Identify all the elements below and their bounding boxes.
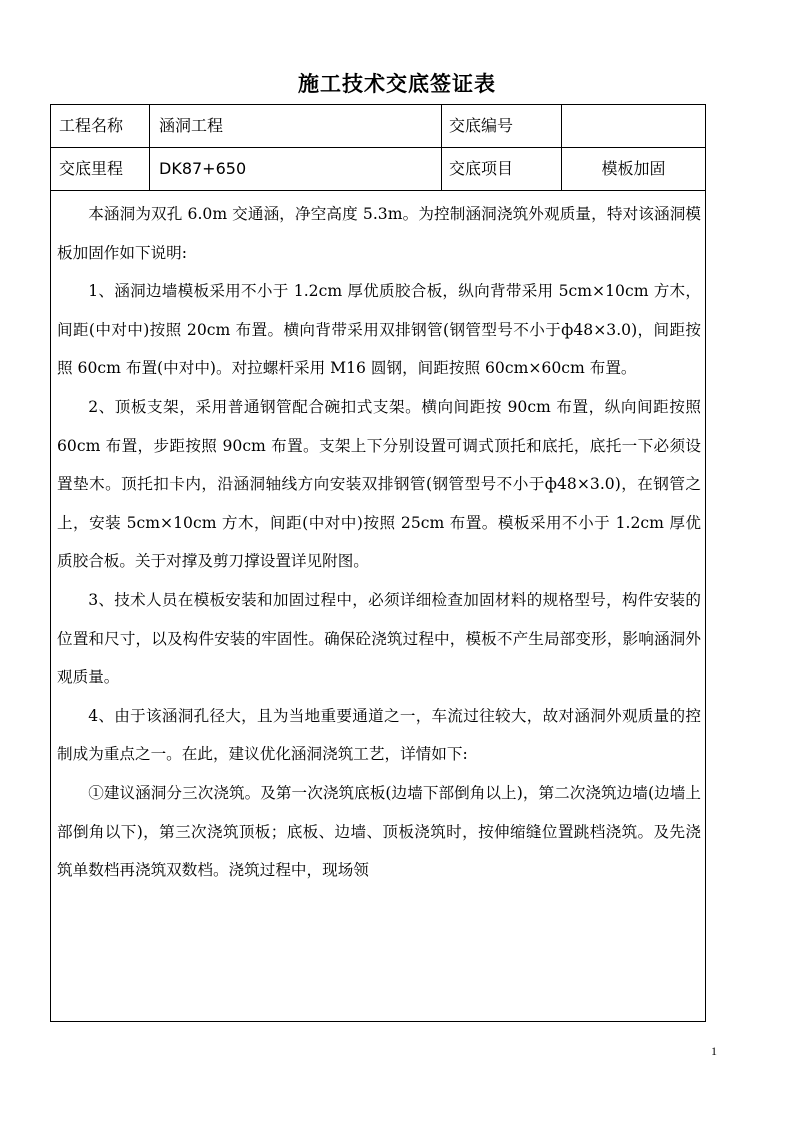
project-name-label: 工程名称 <box>59 116 124 135</box>
col-divider-2 <box>441 105 442 191</box>
disclosure-content <box>57 195 701 890</box>
mileage-label: 交底里程 <box>59 159 124 178</box>
paragraph-2: 2、顶板支架，采用普通钢管配合碗扣式支架。横向间距按 90cm 布置，纵向间距按照 60cm 布置，步距按照 90cm 布置。支架上下分别设置可调式顶托和底托，底托一下必须设置垫木。顶托扣卡内，沿涵洞轴线方向安装双排钢管(钢管型号不小于ф48×3.0)，在钢管之上，安装 5cm×10cm 方木，间距(中对中)按照 25cm 布置。模板采用不小于 1.2cm 厚优质胶合板。关于对撑及剪刀撑设置详见附图。 <box>57 397 701 571</box>
col-divider-1 <box>149 105 150 191</box>
item-value: 模板加固 <box>601 159 666 178</box>
page-title: 施工技术交底签证表 <box>298 72 496 96</box>
paragraph-1: 1、涵洞边墙模板采用不小于 1.2cm 厚优质胶合板，纵向背带采用 5cm×10cm 方木，间距(中对中)按照 20cm 布置。横向背带采用双排钢管(钢管型号不小于ф48×3.0)，间距按照 60cm 布置(中对中)。对拉螺杆采用 M16 圆钢，间距按照 60cm×60cm 布置。 <box>57 282 701 378</box>
paragraph-intro: 本涵洞为双孔 6.0m 交通涵，净空高度 5.3m。为控制涵洞浇筑外观质量，特对该涵洞模板加固作如下说明: <box>57 205 701 262</box>
code-label: 交底编号 <box>449 116 514 135</box>
paragraph-4-1: ①建议涵洞分三次浇筑。及第一次浇筑底板(边墙下部倒角以上)，第二次浇筑边墙(边墙上部倒角以下)，第三次浇筑顶板；底板、边墙、顶板浇筑时，按伸缩缝位置跳档浇筑。及先浇筑单数档再浇筑双数档。浇筑过程中，现场领 <box>57 783 701 880</box>
paragraph-4: 4、由于该涵洞孔径大，且为当地重要通道之一，车流过往较大，故对涵洞外观质量的控制成为重点之一。在此，建议优化涵洞浇筑工艺，详情如下: <box>57 706 701 764</box>
paragraph-3: 3、技术人员在模板安装和加固过程中，必须详细检查加固材料的规格型号，构件安装的位置和尺寸，以及构件安装的牢固性。确保砼浇筑过程中，模板不产生局部变形，影响涵洞外观质量。 <box>57 590 701 687</box>
page-number: 1 <box>711 1044 717 1058</box>
project-name-value: 涵洞工程 <box>159 116 224 135</box>
sign-off-table <box>50 104 706 1022</box>
item-label: 交底项目 <box>449 159 514 178</box>
mileage-value: DK87+650 <box>159 159 247 178</box>
code-value <box>562 105 705 147</box>
